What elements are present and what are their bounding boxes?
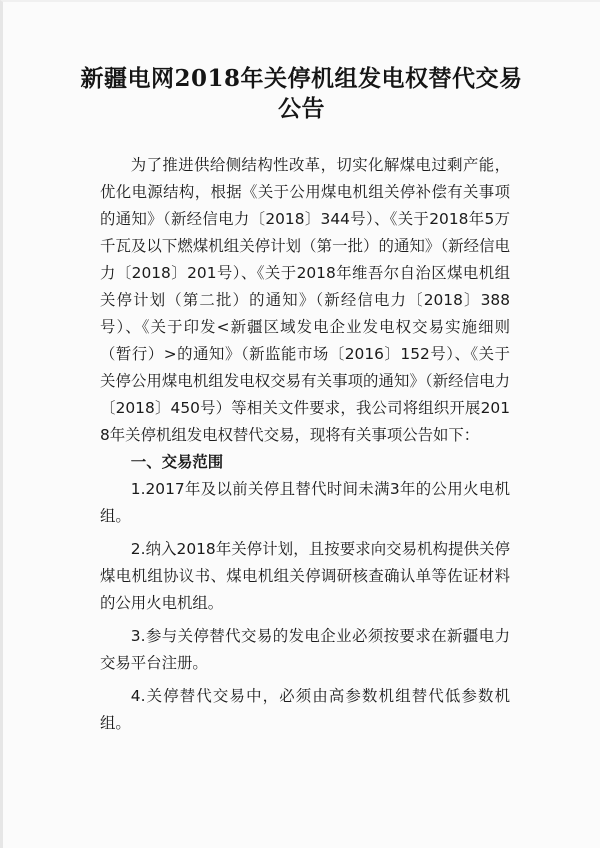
document-title	[73, 64, 530, 124]
section-heading-trading-scope: 一、交易范围	[130, 453, 224, 471]
intro-paragraph: 为了推进供给侧结构性改革，切实化解煤电过剩产能，优化电源结构，根据《关于公用煤电机组关停补偿有关事项的通知》（新经信电力〔2018〕344号）、《关于2018年5万千瓦及以下燃煤机组关停计划（第一批）的通知》（新经信电力〔2018〕201号）、《关于2018年维吾尔自治区煤电机组关停计划（第二批）的通知》（新经信电力〔2018〕388号）、《关于印发<新疆区域发电企业发电权交易实施细则（暂行）>的通知》（新监能市场〔2016〕152号）、《关于关停公用煤电机组发电权交易有关事项的通知》（新经信电力〔2018〕450号）等相关文件要求，我公司将组织开展2018年关停机组发电权替代交易，现将有关事项公告如下：	[100, 156, 510, 444]
title-line-1: 新疆电网2018年关停机组发电权替代交易	[80, 65, 523, 92]
title-line-2: 公告	[278, 95, 325, 122]
document-body	[100, 152, 510, 743]
list-item: 3.参与关停替代交易的发电企业必须按要求在新疆电力交易平台注册。	[100, 627, 510, 672]
list-item: 1.2017年及以前关停且替代时间未满3年的公用火电机组。	[100, 480, 510, 525]
list-item: 4.关停替代交易中，必须由高参数机组替代低参数机组。	[100, 687, 510, 732]
list-item: 2.纳入2018年关停计划，且按要求向交易机构提供关停煤电机组协议书、煤电机组关停调研核查确认单等佐证材料的公用火电机组。	[100, 540, 510, 612]
